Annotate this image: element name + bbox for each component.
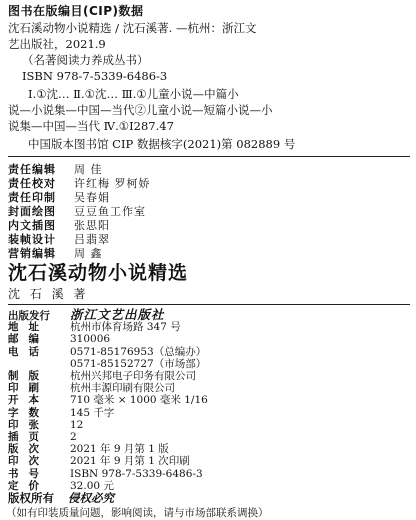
pub-label: 印刷 bbox=[8, 382, 49, 395]
cip-line: 说集—中国—当代 Ⅳ.①I287.47 bbox=[8, 119, 174, 133]
pub-row bbox=[8, 333, 408, 345]
rights-label: 版权所有 bbox=[8, 491, 54, 505]
pub-value: 0571-85152727（市场部） bbox=[70, 357, 207, 370]
pub-row bbox=[8, 443, 408, 455]
cip-line: 说—小说集—中国—当代②儿童小说—短篇小说—小 bbox=[8, 103, 273, 117]
publisher-row bbox=[8, 309, 408, 321]
credit-label: 责任校对 bbox=[8, 177, 56, 190]
pub-value: 310006 bbox=[70, 333, 111, 346]
pub-value: 杭州兴邦电子印务有限公司 bbox=[70, 370, 196, 382]
pub-label: 印张 bbox=[8, 418, 49, 431]
pub-row bbox=[8, 431, 408, 443]
credit-value: 张思阳 bbox=[74, 219, 110, 232]
credit-row bbox=[8, 190, 408, 205]
pub-value: 32.00 元 bbox=[70, 479, 114, 492]
pub-label: 书号 bbox=[8, 467, 49, 480]
cip-line: 沈石溪动物小说精选 / 沈石溪著. —杭州：浙江文 bbox=[8, 21, 257, 35]
pub-row bbox=[8, 382, 408, 394]
divider bbox=[8, 304, 410, 305]
divider bbox=[8, 156, 410, 157]
pub-value: 710 毫米 × 1000 毫米 1/16 bbox=[70, 394, 208, 407]
credit-value: 豆豆鱼工作室 bbox=[74, 205, 146, 218]
pub-label: 印次 bbox=[8, 455, 49, 468]
credit-value: 吴春娟 bbox=[74, 191, 110, 204]
book-title: 沈石溪动物小说精选 bbox=[8, 262, 189, 284]
pub-value: 145 千字 bbox=[70, 406, 115, 419]
pub-row bbox=[8, 455, 408, 467]
publisher-logo: 浙江文艺出版社 bbox=[70, 307, 165, 322]
pub-label: 开本 bbox=[8, 394, 49, 407]
cip-line: 艺出版社，2021.9 bbox=[8, 37, 106, 51]
print-quality-notice: （如有印装质量问题，影响阅读，请与市场部联系调换） bbox=[6, 507, 269, 519]
credit-label: 内文插图 bbox=[8, 219, 56, 232]
pub-label: 定价 bbox=[8, 479, 49, 492]
pub-label: 字数 bbox=[8, 406, 49, 419]
pub-label: 版次 bbox=[8, 443, 49, 456]
pub-row bbox=[8, 407, 408, 419]
cip-line: 中国版本图书馆 CIP 数据核字(2021)第 082889 号 bbox=[28, 137, 296, 151]
pub-label: 电话 bbox=[8, 345, 49, 358]
credit-label: 责任编辑 bbox=[8, 163, 56, 176]
pub-value: 2021 年 9 月第 1 次印刷 bbox=[70, 455, 190, 468]
pub-value: 12 bbox=[70, 418, 84, 431]
rights-claim: 侵权必究 bbox=[68, 491, 114, 505]
credit-value: 周 鑫 bbox=[74, 247, 103, 260]
credit-label: 责任印制 bbox=[8, 191, 56, 204]
credit-value: 吕翡翠 bbox=[74, 233, 110, 246]
cip-line: Ⅰ.①沈… Ⅱ.①沈… Ⅲ.①儿童小说—中篇小 bbox=[28, 87, 239, 101]
book-author: 沈 石 溪 著 bbox=[8, 287, 89, 301]
credit-value: 周 佳 bbox=[74, 163, 103, 176]
credit-row bbox=[8, 162, 408, 177]
rights-line bbox=[8, 490, 114, 506]
pub-value: 2 bbox=[70, 431, 77, 443]
credit-label: 营销编辑 bbox=[8, 247, 56, 260]
pub-label: 插页 bbox=[8, 431, 49, 443]
pub-row bbox=[8, 419, 408, 431]
credit-label: 封面绘图 bbox=[8, 205, 56, 218]
pub-row bbox=[8, 358, 408, 370]
cip-heading: 图书在版编目(CIP)数据 bbox=[8, 4, 144, 18]
pub-row bbox=[8, 394, 408, 406]
pub-row bbox=[8, 370, 408, 382]
pub-value: 0571-85176953（总编办） bbox=[70, 345, 207, 358]
pub-label: 邮编 bbox=[8, 333, 49, 346]
credit-row bbox=[8, 232, 408, 247]
cip-line: （名著阅读力养成丛书） bbox=[22, 53, 149, 67]
pub-value: ISBN 978-7-5339-6486-3 bbox=[70, 467, 203, 480]
credit-value: 许红梅 罗柯娇 bbox=[74, 177, 151, 190]
credit-row bbox=[8, 176, 408, 191]
pub-value: 杭州市体育场路 347 号 bbox=[70, 321, 181, 334]
credit-row bbox=[8, 204, 408, 219]
pub-row bbox=[8, 468, 408, 480]
pub-value: 杭州丰源印刷有限公司 bbox=[70, 382, 175, 395]
pub-label: 地址 bbox=[8, 321, 49, 334]
credit-label: 装帧设计 bbox=[8, 233, 56, 246]
credit-row bbox=[8, 218, 408, 233]
pub-label: 出版发行 bbox=[8, 310, 50, 322]
pub-label: 制版 bbox=[8, 370, 49, 382]
pub-row bbox=[8, 346, 408, 358]
pub-row bbox=[8, 321, 408, 333]
pub-value: 2021 年 9 月第 1 版 bbox=[70, 443, 169, 456]
cip-line: ISBN 978-7-5339-6486-3 bbox=[22, 69, 168, 83]
